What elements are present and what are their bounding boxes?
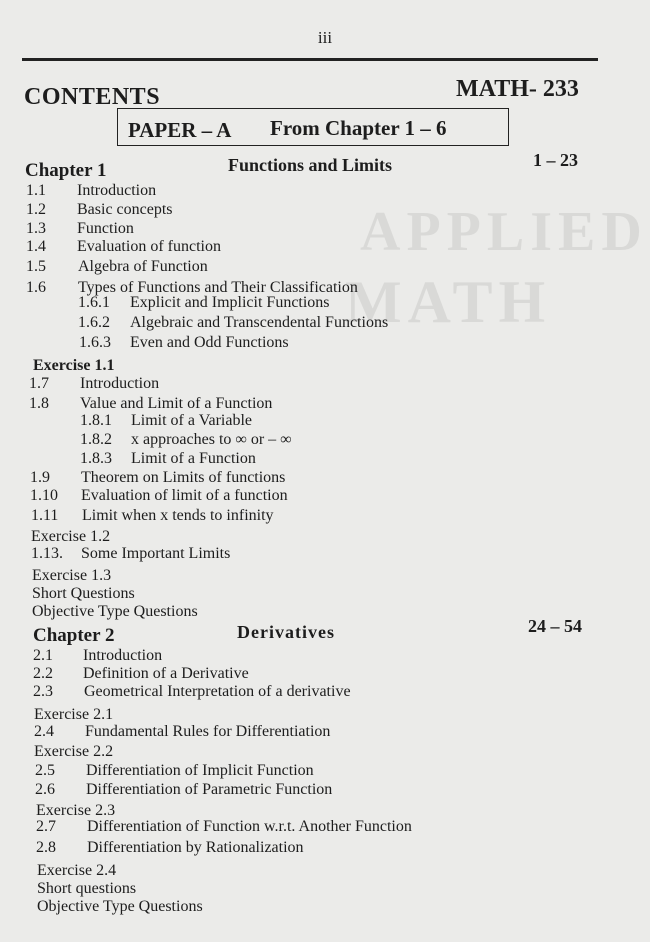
toc-entry-number: 2.1 [33,647,53,664]
toc-entry[interactable] [31,507,274,525]
toc-entry-title: Explicit and Implicit Functions [130,294,330,311]
toc-entry-number: 1.8.1 [80,412,112,429]
toc-entry-title: Basic concepts [77,201,173,218]
toc-entry-title: Differentiation of Parametric Function [86,781,333,798]
paper-range: From Chapter 1 – 6 [270,116,447,140]
toc-entry-number: 1.6.1 [78,294,110,311]
toc-entry-title: Value and Limit of a Function [80,395,273,412]
toc-entry-number: 1.2 [26,201,46,218]
toc-entry-title: Types of Functions and Their Classification [78,279,358,296]
toc-entry[interactable] [31,545,230,563]
toc-entry[interactable] [35,762,314,780]
exercise-link[interactable]: Exercise 2.1 [34,706,114,723]
toc-entry-number: 1.9 [30,469,50,486]
toc-entry-number: 2.6 [35,781,55,798]
toc-entry[interactable] [30,469,285,487]
toc-entry[interactable] [33,665,249,683]
toc-entry-number: 2.5 [35,762,55,779]
toc-entry-number: 1.13. [31,545,63,562]
toc-entry-title: Introduction [80,375,160,392]
toc-entry[interactable] [36,839,304,857]
toc-entry[interactable] [29,395,272,413]
toc-entry-title: x approaches to ∞ or – ∞ [131,431,292,448]
toc-entry-title: Limit when x tends to infinity [82,507,274,524]
toc-entry-title: Introduction [83,647,163,664]
toc-entry[interactable] [36,818,412,836]
toc-entry[interactable] [26,201,173,219]
toc-entry[interactable] [79,334,289,352]
toc-entry[interactable] [33,647,162,665]
short-questions-link[interactable]: Short questions [37,880,137,897]
objective-questions-link[interactable]: Objective Type Questions [37,898,203,915]
toc-entry-title: Even and Odd Functions [130,334,289,351]
exercise-link[interactable]: Exercise 2.2 [34,743,114,760]
exercise-link[interactable]: Exercise 1.2 [31,528,111,545]
toc-entry[interactable] [34,723,330,741]
toc-entry-number: 1.4 [26,238,46,255]
toc-entry-number: 1.1 [26,182,46,199]
chapter-2-name: Derivatives [237,622,335,642]
toc-entry-title: Evaluation of function [77,238,221,255]
toc-entry-number: 2.2 [33,665,53,682]
toc-entry[interactable] [26,182,156,200]
header-rule [22,58,598,61]
toc-entry-title: Evaluation of limit of a function [81,487,288,504]
toc-entry-number: 1.10 [30,487,58,504]
show-through-watermark-2: MATH [345,269,552,335]
chapter-2-title: Chapter 2 [33,625,115,646]
toc-entry-number: 1.11 [31,507,59,524]
chapter-2-pages: 24 – 54 [528,616,582,636]
toc-entry[interactable] [80,412,252,430]
exercise-link[interactable]: Exercise 2.4 [37,862,117,879]
toc-entry-number: 2.7 [36,818,56,835]
toc-entry-title: Some Important Limits [81,545,231,562]
toc-entry-title: Fundamental Rules for Differentiation [85,723,331,740]
toc-entry-number: 1.6.2 [78,314,110,331]
toc-entry-title: Limit of a Function [131,450,256,467]
toc-entry-number: 2.8 [36,839,56,856]
toc-entry[interactable] [29,375,159,393]
toc-entry-title: Algebraic and Transcendental Functions [130,314,389,331]
toc-entry-title: Limit of a Variable [131,412,252,429]
toc-entry-number: 1.7 [29,375,49,392]
toc-entry-title: Geometrical Interpretation of a derivative [84,683,351,700]
exercise-link[interactable]: Exercise 2.3 [36,802,116,819]
toc-entry-number: 1.8.3 [80,450,112,467]
toc-entry[interactable] [26,220,134,238]
toc-entry[interactable] [35,781,332,799]
toc-entry-title: Definition of a Derivative [83,665,249,682]
toc-entry-number: 1.6.3 [79,334,111,351]
chapter-1-name: Functions and Limits [228,155,393,175]
chapter-1-pages: 1 – 23 [533,150,578,170]
toc-entry-number: 1.8.2 [80,431,112,448]
toc-entry-number: 1.8 [29,395,49,412]
toc-entry-number: 1.5 [26,258,46,275]
exercise-link[interactable]: Exercise 1.1 [33,357,115,374]
chapter-1-title: Chapter 1 [25,160,107,181]
exercise-link[interactable]: Exercise 1.3 [32,567,112,584]
toc-entry-title: Theorem on Limits of functions [81,469,286,486]
show-through-watermark: APPLIED [360,201,648,263]
paper-label: PAPER – A [128,118,232,142]
objective-questions-link[interactable]: Objective Type Questions [32,603,198,620]
toc-entry-title: Differentiation of Function w.r.t. Another Function [87,818,412,835]
contents-heading: CONTENTS [24,84,161,110]
toc-entry-number: 2.4 [34,723,54,740]
toc-entry-number: 1.6 [26,279,46,296]
page-number: iii [317,28,333,47]
toc-entry-title: Function [77,220,134,237]
toc-entry[interactable] [80,431,292,449]
toc-entry-number: 2.3 [33,683,53,700]
toc-entry[interactable] [78,314,388,332]
toc-entry-title: Differentiation by Rationalization [87,839,304,856]
toc-entry[interactable] [26,258,208,276]
toc-entry[interactable] [30,487,288,505]
toc-entry-title: Differentiation of Implicit Function [86,762,314,779]
toc-entry-number: 1.3 [26,220,46,237]
toc-entry[interactable] [26,238,221,256]
toc-entry[interactable] [78,294,330,312]
course-code: MATH- 233 [456,76,579,102]
toc-entry-title: Algebra of Function [78,258,208,275]
short-questions-link[interactable]: Short Questions [32,585,135,602]
toc-entry[interactable] [80,450,256,468]
toc-entry[interactable] [33,683,351,701]
toc-entry-title: Introduction [77,182,157,199]
